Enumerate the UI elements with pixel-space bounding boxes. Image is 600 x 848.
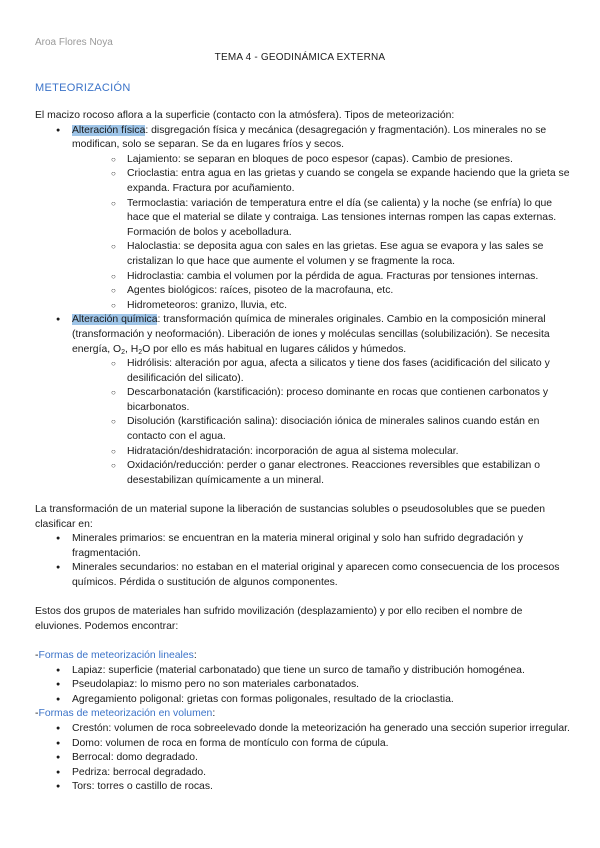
list-item: ● Pedriza: berrocal degradado. — [35, 766, 570, 781]
colon: : — [193, 649, 197, 661]
list-item: ● Lapiaz: superficie (material carbonatado) que tiene un surco de tamaño y distribución homogénea. — [35, 664, 570, 679]
list-item: ● Berrocal: domo degradado. — [35, 751, 570, 766]
list-item: ● Minerales secundarios: no estaban en el material original y aparecen como consecuencia de los procesos químicos. Pérdida o sustitución de algunos componentes. — [35, 561, 570, 590]
list-item: ○ Oxidación/reducción: perder o ganar electrones. Reacciones reversibles que estabilizan o desestabilizan químicamente a un mineral. — [72, 459, 570, 488]
term-description: : transformación química de minerales originales. Cambio en la composición mineral (transformación y neoformación). Liberación de iones y moléculas sencillas (solubilización). Se necesita energía, O — [72, 314, 550, 355]
eluviones-paragraph: Estos dos grupos de materiales han sufrido movilización (desplazamiento) y por ello reciben el nombre de eluviones. Podemos encontrar: — [35, 606, 523, 632]
volumen-list — [35, 722, 570, 795]
list-item: ○ Crioclastia: entra agua en las grietas y cuando se congela se expande haciendo que la grieta se expanda. Fractura por acuñamiento. — [72, 167, 570, 196]
colon: : — [212, 708, 216, 720]
minerals-list — [35, 532, 570, 590]
subsection-label: Formas de meteorización lineales — [38, 649, 194, 661]
weathering-types-list — [35, 124, 570, 489]
volumen-heading — [35, 707, 570, 722]
term-description: : disgregación física y mecánica (desagregación y fragmentación). Los minerales no se modifican, solo se separan. Se da en lugares fríos y secos. — [72, 124, 547, 151]
dash: - — [35, 649, 39, 661]
list-item: ○ Agentes biológicos: raíces, pisoteo de la macrofauna, etc. — [72, 284, 570, 299]
intro-paragraph: El macizo rocoso aflora a la superficie (contacto con la atmósfera). Tipos de meteorización: — [35, 110, 455, 121]
list-item: ● Tors: torres o castillo de rocas. — [35, 780, 570, 795]
highlight-term: Alteración física — [72, 124, 146, 136]
author-name: Aroa Flores Noya — [35, 37, 113, 48]
lineales-heading — [35, 649, 570, 664]
list-item: ● Agregamiento poligonal: grietas con formas poligonales, resultado de la crioclastia. — [35, 693, 570, 708]
list-item: ○ Haloclastia: se deposita agua con sales en las grietas. Ese agua se evapora y las sales se cristalizan lo que hace que aumente el volumen y se fragmente la roca. — [72, 240, 570, 269]
transform-paragraph: La transformación de un material supone la liberación de sustancias solubles o pseudosolubles que se pueden clasificar en: — [35, 504, 546, 530]
fisica-sublist — [72, 153, 570, 314]
page-title: TEMA 4 - GEODINÁMICA EXTERNA — [214, 52, 386, 63]
list-item: ○ Termoclastia: variación de temperatura entre el día (se calienta) y la noche (se enfría) lo que hace que el material se dilate y contraiga. Las tensiones internas rompen las capas externas. Formación de bolos y acebolladura. — [72, 197, 570, 241]
section-heading: METEORIZACIÓN — [35, 82, 131, 94]
lineales-list — [35, 664, 570, 708]
subscript: 2 — [138, 348, 143, 356]
list-item: ○ Hidrometeoros: granizo, lluvia, etc. — [72, 299, 570, 314]
list-item: ● Pseudolapiaz: lo mismo pero no son materiales carbonatados. — [35, 678, 570, 693]
list-item: ○ Lajamiento: se separan en bloques de poco espesor (capas). Cambio de presiones. — [72, 153, 570, 168]
quimica-sublist — [72, 357, 570, 488]
document-body — [35, 109, 570, 795]
list-item: ○ Hidrólisis: alteración por agua, afecta a silicatos y tiene dos fases (acidificación del silicato y desilificación del silicato). — [72, 357, 570, 386]
list-item-fisica — [35, 124, 570, 314]
highlight-term: Alteración química — [72, 314, 158, 326]
subsection-label: Formas de meteorización en volumen — [38, 708, 213, 720]
list-item: ○ Hidratación/deshidratación: incorporación de agua al sistema molecular. — [72, 445, 570, 460]
list-item: ● Crestón: volumen de roca sobreelevado donde la meteorización ha generado una sección superior irregular. — [35, 722, 570, 737]
term-description: , H — [125, 343, 139, 355]
list-item: ○ Disolución (karstificación salina): disociación iónica de minerales salinos cuando están en contacto con el agua. — [72, 415, 570, 444]
list-item: ● Minerales primarios: se encuentran en la materia mineral original y solo han sufrido degradación y fragmentación. — [35, 532, 570, 561]
list-item: ○ Descarbonatación (karstificación): proceso dominante en rocas que contienen carbonatos y bicarbonatos. — [72, 386, 570, 415]
subscript: 2 — [121, 348, 126, 356]
list-item-quimica — [35, 313, 570, 488]
term-description: O por ello es más habitual en lugares cálidos y húmedos. — [142, 343, 407, 355]
list-item: ● Domo: volumen de roca en forma de montículo con forma de cúpula. — [35, 737, 570, 752]
list-item: ○ Hidroclastia: cambia el volumen por la pérdida de agua. Fracturas por tensiones internas. — [72, 270, 570, 285]
dash: - — [35, 708, 39, 720]
